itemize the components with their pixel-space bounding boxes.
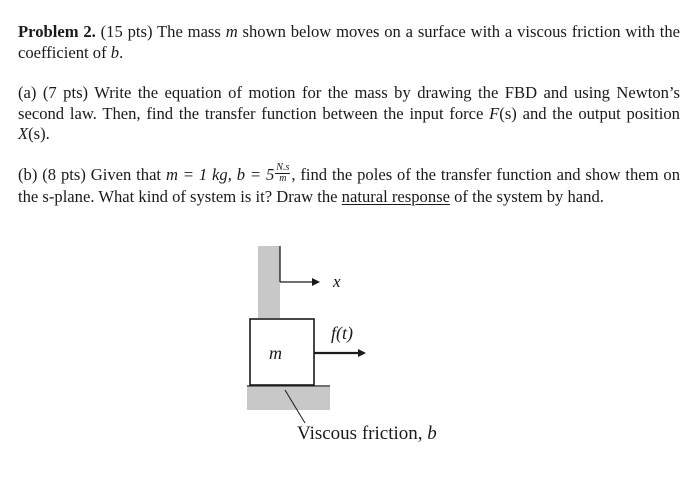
friction-symbol: b: [427, 423, 437, 444]
part-a-points: (7 pts): [42, 83, 89, 102]
output-argument: (s): [28, 124, 46, 143]
mass-block: [250, 319, 314, 385]
friction-caption: [297, 423, 437, 445]
part-a-text-1: Write the equation of motion for the mass by drawing the FBD and using Newton’s second law. Then, find the transfer function between the input force: [18, 83, 680, 123]
part-a-text-3: .: [45, 124, 50, 143]
part-b-text-2: of the system by hand.: [454, 186, 604, 206]
mass-symbol: m: [225, 22, 238, 41]
part-b-given: Given that: [90, 165, 162, 184]
problem-label: Problem 2.: [18, 22, 96, 41]
position-reference-wall: [258, 246, 280, 318]
part-a-text-2: and the output position: [522, 103, 680, 123]
part-b-points: (8 pts): [42, 165, 86, 184]
part-b-label: (b): [18, 165, 38, 184]
problem-intro-rest: shown below moves on a surface with a viscous friction with the coefficient of: [18, 22, 680, 62]
part-a-label: (a): [18, 83, 37, 102]
force-label: f(t): [331, 323, 353, 343]
input-symbol: F: [489, 103, 500, 123]
problem-intro-text: The mass: [157, 22, 221, 41]
input-argument: (s): [499, 103, 517, 123]
unit-numerator: N.s: [276, 161, 290, 173]
natural-response-term: natural response: [341, 186, 450, 206]
given-values: m = 1 kg, b = 5: [165, 165, 275, 184]
problem-points: (15 pts): [100, 22, 153, 41]
mass-label: m: [269, 343, 282, 363]
output-symbol: X: [18, 124, 29, 143]
ground-surface: [247, 387, 330, 410]
position-label: x: [333, 272, 341, 291]
problem-intro-end: .: [119, 42, 124, 62]
friction-caption-text: Viscous friction,: [297, 423, 423, 444]
unit-denominator: m: [279, 172, 287, 184]
coefficient-symbol: b: [110, 42, 120, 62]
part-b-text-1: , find the poles of the transfer function and show them on the s-plane. What kind of system is it? Draw the: [18, 165, 680, 206]
